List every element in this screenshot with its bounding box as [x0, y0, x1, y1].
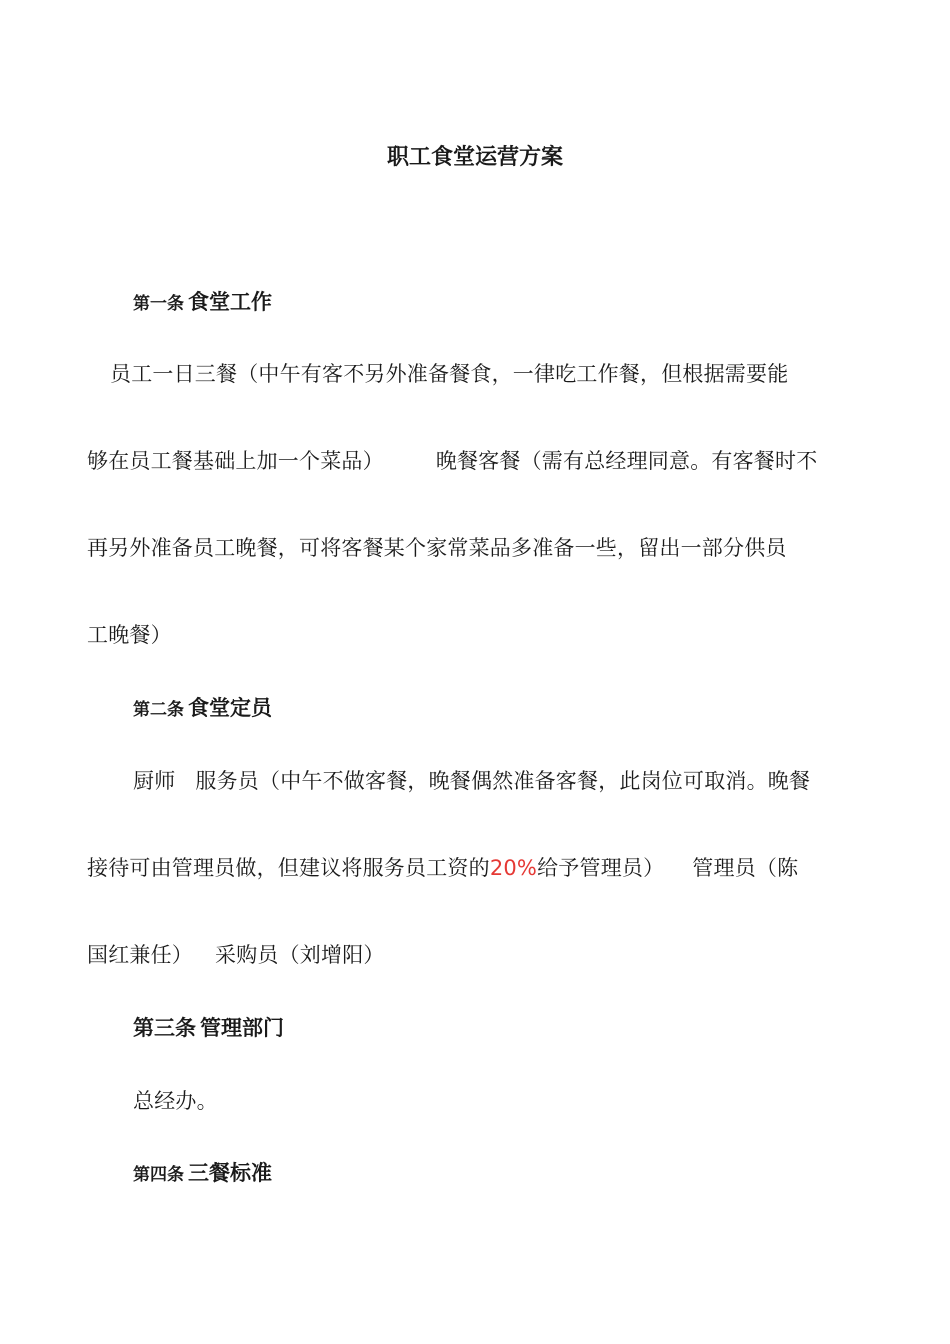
text-run: 国红兼任）: [87, 943, 193, 967]
section-number: 第三条: [133, 1016, 196, 1040]
paragraph-line: [133, 763, 923, 799]
text-run: 服务员（中午不做客餐，晚餐偶然准备客餐，此岗位可取消。晚餐: [195, 769, 811, 793]
text-run: 员工一日三餐（中午有客不另外准备餐食，一律吃工作餐，但根据需要能: [110, 362, 789, 386]
text-run: 厨师: [133, 769, 176, 793]
text-run: 总经办。: [133, 1089, 218, 1113]
text-run: 给予管理员）: [537, 856, 665, 880]
section-heading-2: [133, 692, 272, 724]
section-heading-4: [133, 1157, 272, 1189]
text-run: 工晚餐）: [87, 623, 172, 647]
section-name: 食堂定员: [188, 696, 272, 720]
paragraph-line: [87, 617, 877, 653]
text-run: 够在员工餐基础上加一个菜品）: [87, 449, 384, 473]
section-name: 管理部门: [200, 1016, 284, 1040]
paragraph-line: [110, 356, 900, 392]
text-run: 接待可由管理员做，但建议将服务员工资的: [87, 856, 490, 880]
text-run: 管理员（陈: [692, 856, 799, 880]
section-name: 食堂工作: [188, 290, 272, 314]
paragraph-line: [87, 443, 877, 479]
paragraph-line: [87, 850, 877, 886]
section-heading-1: [133, 286, 272, 318]
section-number: 第二条: [133, 700, 184, 720]
paragraph-line: [87, 530, 877, 566]
text-run: 采购员（刘增阳）: [215, 943, 385, 967]
section-number: 第一条: [133, 294, 184, 314]
section-number: 第四条: [133, 1165, 184, 1185]
highlighted-percentage: 20%: [489, 856, 538, 880]
text-run: 晚餐客餐（需有总经理同意。有客餐时不: [435, 449, 818, 473]
paragraph-line: [87, 937, 877, 973]
section-heading-3: [133, 1012, 284, 1044]
paragraph-line: [133, 1083, 923, 1119]
text-run: 再另外准备员工晚餐，可将客餐某个家常菜品多准备一些，留出一部分供员: [87, 536, 787, 560]
section-name: 三餐标准: [188, 1161, 272, 1185]
document-title: 职工食堂运营方案: [386, 145, 563, 170]
